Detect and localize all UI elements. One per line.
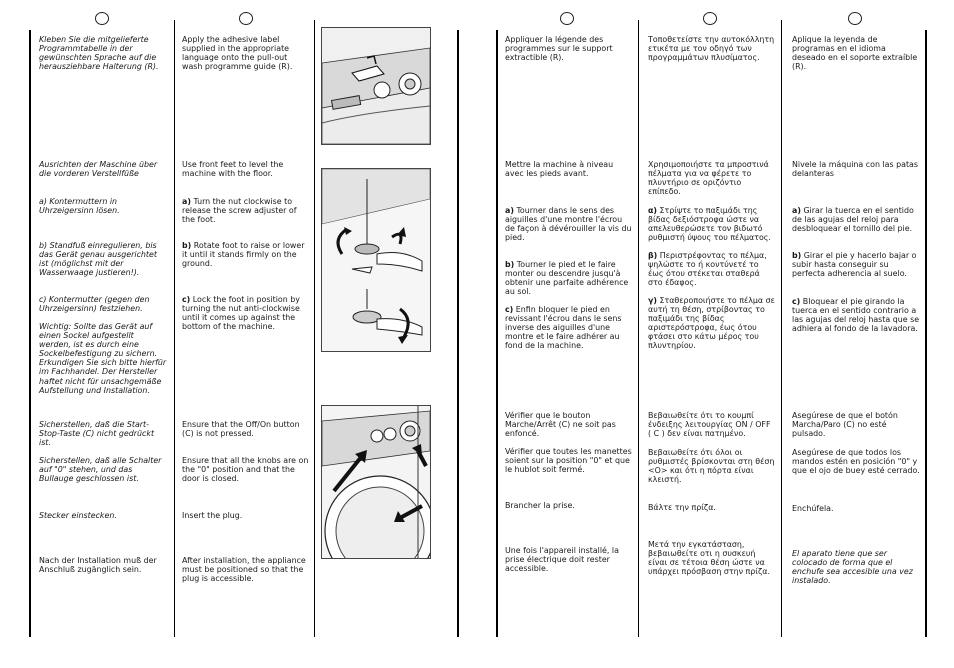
step-text: Turn the nut clockwise to release the screw adjuster of the foot. [182, 197, 297, 225]
step-text: Tourner le pied et le faire monter ou descendre jusqu'à obtenir une parfaite adhérence au sol. [505, 260, 629, 297]
spanish-label-text: Aplique la leyenda de programas en el idioma deseado en el soporte extraíble (R). [792, 35, 918, 72]
english-level-intro: Use front feet to level the machine with the floor. [182, 160, 284, 179]
english-after: After installation, the appliance must be positioned so that the plug is accessible. [182, 556, 306, 584]
greek-step-a [648, 206, 776, 242]
german-label-text: Kleben Sie die mitgelieferte Programmtabelle in der gewünschten Sprache auf die herausziehbare Halterung (R). [39, 35, 159, 72]
step-text: Lock the foot in position by turning the nut anti-clockwise until it comes up against the bottom of the machine. [182, 295, 300, 332]
english-plug: Insert the plug. [182, 511, 243, 520]
page-gutter-left [457, 30, 459, 637]
step-label: b) [505, 260, 515, 269]
column-divider [174, 20, 175, 637]
greek-after: Μετά την εγκατάσταση, βεβαιωθείτε οτι η συσκευή είναι σε τέτοια θέση ώστε να υπάρχει πρόσβαση στην πρίζα. [648, 540, 770, 577]
step-label: β) [648, 251, 658, 260]
column-divider [781, 20, 782, 637]
step-label: b) [792, 251, 802, 260]
german-plug: Stecker einstecken. [39, 511, 117, 520]
spanish-plug: Enchúfela. [792, 504, 834, 513]
step-text: Rotate foot to raise or lower it until it stands firmly on the ground. [182, 241, 305, 269]
spanish-check-knobs: Asegúrese de que todos los mandos estén en posición "0" y que el ojo de buey esté cerrado. [792, 448, 920, 476]
german-check-knobs: Sicherstellen, daß alle Schalter auf "0" stehen, und das Bullauge geschlossen ist. [39, 456, 162, 484]
language-circle-greek [703, 12, 717, 25]
spanish-after: El aparato tiene que ser colocado de forma que el enchufe sea accesible una vez instalado. [792, 549, 913, 586]
leveling-feet-illustration [321, 168, 431, 352]
spanish-step-c [792, 297, 920, 333]
greek-step-c [648, 296, 776, 351]
english-step-a [182, 197, 310, 224]
greek-check-knobs: Βεβαιωθείτε ότι όλοι οι ρυθμιστές βρίσκονται στη θέση <O> και ότι η πόρτα είναι κλειστή. [648, 448, 775, 485]
language-circle-english [239, 12, 253, 25]
step-label: c) [792, 297, 801, 306]
label-illustration [321, 27, 431, 145]
step-text: Kontermutter (gegen den Uhrzeigersinn) festziehen. [39, 295, 150, 314]
german-level-intro: Ausrichten der Maschine über die vorderen Verstellfüße [39, 160, 158, 179]
step-label: a) [505, 206, 514, 215]
french-step-b [505, 260, 633, 296]
step-label: a) [39, 197, 47, 206]
german-note: Wichtig: Sollte das Gerät auf einen Sockel aufgestellt werden, ist es durch eine Sockelbefestigung zu sichern. Erkundigen Sie sich bitte hierfür im Fachhandel. Der Hersteller haftet nicht für unsachgemäße Aufstellung und Installation. [39, 322, 167, 395]
language-circle-spanish [848, 12, 862, 25]
page-gutter-right [496, 30, 498, 637]
french-level-intro: Mettre la machine à niveau avec les pieds avant. [505, 160, 614, 179]
step-label: b) [39, 241, 48, 250]
column-divider [314, 20, 315, 637]
step-text: Στρίψτε το παξιμάδι της βίδας δεξιόστροφα ώστε να απελευθερώσετε τον βιδωτό ρυθμιστή ύψους του πέλματος. [648, 206, 771, 243]
step-text: Bloquear el pie girando la tuerca en el sentido contrario a las agujas del reloj hasta que se adhiera al fondo de la lavadora. [792, 297, 920, 334]
step-label: a) [182, 197, 191, 206]
greek-plug: Βάλτε την πρίζα. [648, 503, 716, 512]
french-step-c [505, 305, 633, 350]
french-step-a [505, 206, 633, 242]
greek-label-text: Τοποθετείστε την αυτοκόλλητη ετικέτα με τον οδηγό των προγραμμάτων πλυσίματος. [648, 35, 775, 63]
step-text: Tourner dans le sens des aiguilles d'une montre l'écrou de façon à dévérouiller la vis du pied. [505, 206, 632, 243]
language-circle-german [95, 12, 109, 25]
step-label: b) [182, 241, 192, 250]
french-plug: Brancher la prise. [505, 501, 575, 510]
german-after: Nach der Installation muß der Anschluß zugänglich sein. [39, 556, 157, 575]
french-check-knobs: Vérifier que toutes les manettes soient sur la position "0" et que le hublot soit fermé. [505, 447, 632, 475]
english-check-start: Ensure that the Off/On button (C) is not pressed. [182, 420, 300, 439]
french-check-start: Vérifier que le bouton Marche/Arrêt (C) ne soit pas enfoncé. [505, 411, 616, 439]
spanish-step-b [792, 251, 920, 278]
german-step-a [39, 197, 167, 215]
language-circle-french [560, 12, 574, 25]
german-check-start: Sicherstellen, daß die Start-Stop-Taste (C) nicht gedrückt ist. [39, 420, 155, 448]
column-divider [638, 20, 639, 637]
step-text: Enfin bloquer le pied en revissant l'écrou dans le sens inverse des aiguilles d'une montre et le faire adhérer au fond de la machine. [505, 305, 622, 351]
step-text: Girar la tuerca en el sentido de las agujas del reloj para desbloquear el tornillo del pie. [792, 206, 914, 234]
spanish-check-start: Asegúrese de que el botón Marcha/Paro (C) no esté pulsado. [792, 411, 898, 439]
english-step-b [182, 241, 310, 268]
step-label: α) [648, 206, 658, 215]
greek-level-intro: Χρησιμοποιήστε τα μπροστινά πέλματα για να φέρετε το πλυντήριο σε οριζόντιο επίπεδο. [648, 160, 769, 197]
french-after: Une fois l'appareil installé, la prise électrique doit rester accessible. [505, 546, 619, 574]
step-text: Girar el pie y hacerlo bajar o subir hasta conseguir su perfecta adherencia al suelo. [792, 251, 917, 279]
step-text: Σταθεροποιήστε το πέλμα σε αυτή τη θέση, στρίβοντας το παξιμάδι της βίδας αριστερόστροφα, έως ότου φτάσει στο κάτω μέρος του πλυντηρίου. [648, 296, 775, 351]
english-label-text: Apply the adhesive label supplied in the appropriate language onto the pull-out wash programme guide (R). [182, 35, 293, 72]
page-right-rule [925, 30, 927, 637]
page-left-rule [29, 30, 31, 637]
greek-check-start: Βεβαιωθείτε ότι το κουμπί ένδειξης λειτουργίας ON / OFF ( C ) δεν είναι πατημένο. [648, 411, 771, 439]
step-label: a) [792, 206, 801, 215]
greek-step-b [648, 251, 776, 287]
step-label: γ) [648, 296, 657, 305]
spanish-level-intro: Nivele la máquina con las patas delanteras [792, 160, 918, 179]
german-step-b [39, 241, 167, 277]
spanish-step-a [792, 206, 920, 233]
step-text: Kontermuttern in Uhrzeigersinn lösen. [39, 197, 120, 216]
control-panel-illustration [321, 405, 431, 559]
step-label: c) [182, 295, 191, 304]
step-label: c) [39, 295, 47, 304]
english-step-c [182, 295, 310, 331]
step-text: Standfuß einregulieren, bis das Gerät genau ausgerichtet ist (möglichst mit der Wasserwaage justieren!). [39, 241, 157, 278]
english-check-knobs: Ensure that all the knobs are on the "0" position and that the door is closed. [182, 456, 309, 484]
german-step-c [39, 295, 167, 313]
step-text: Περιστρέφοντας το πέλμα, ψηλώστε το ή κοντύνετέ το έως ότου στέκεται σταθερά στο έδαφος. [648, 251, 767, 288]
step-label: c) [505, 305, 514, 314]
french-label-text: Appliquer la légende des programmes sur le support extractible (R). [505, 35, 613, 63]
